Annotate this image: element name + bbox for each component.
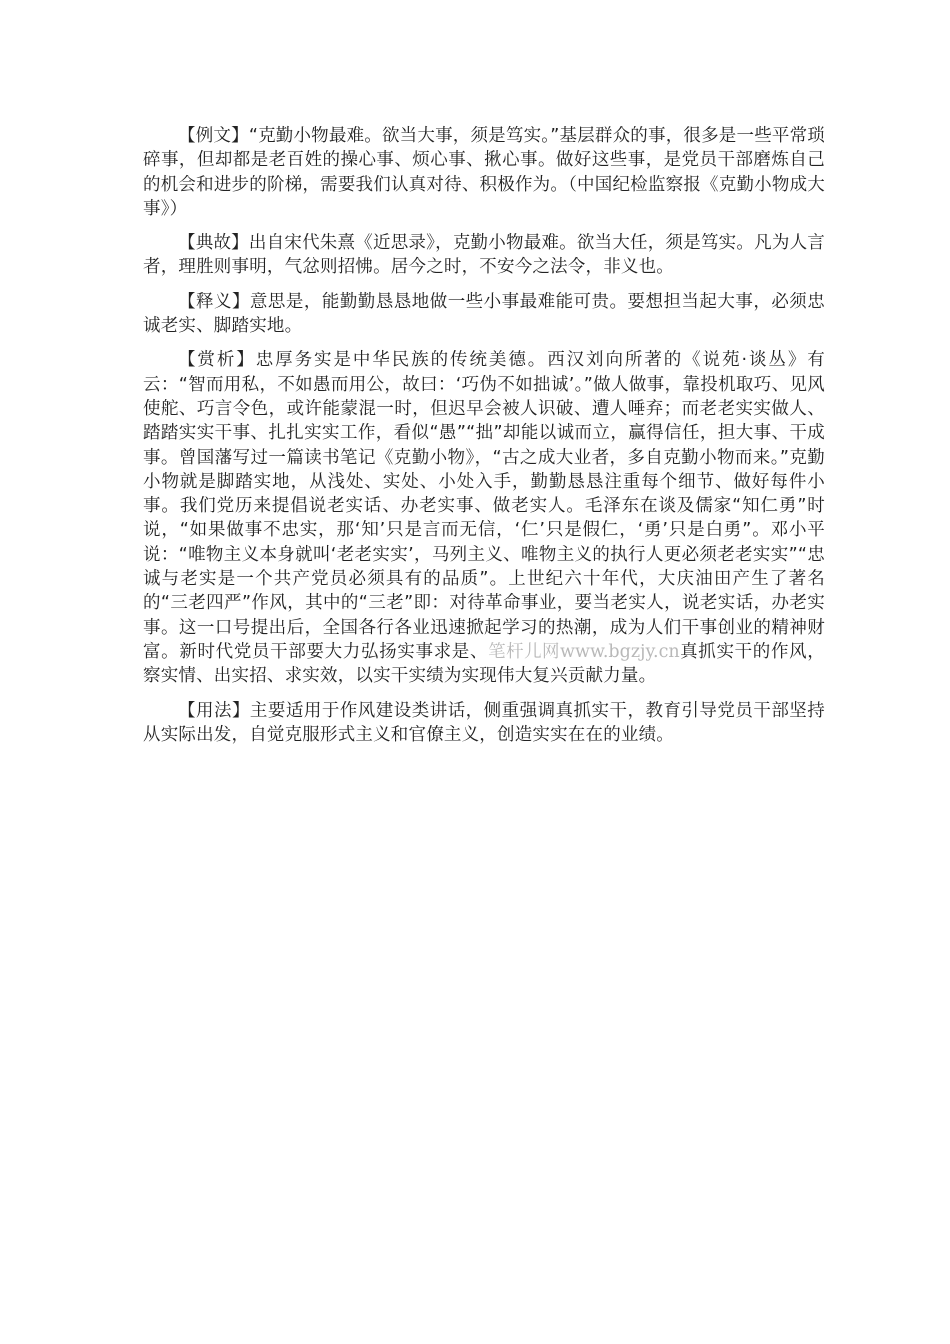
paragraph-text: 出自宋代朱熹《近思录》，克勤小物最难。欲当大任，须是笃实。凡为人言者，理胜则事明，气忿则招怫。居今之时，不安今之法令，非义也。 xyxy=(143,233,825,278)
paragraph-usage xyxy=(143,699,825,748)
paragraph-tag: 【用法】 xyxy=(178,700,250,721)
paragraph-text: “克勤小物最难。欲当大事，须是笃实。”基层群众的事，很多是一些平常琐碎事，但却都是老百姓的操心事、烦心事、揪心事。做好这些事，是党员干部磨炼自己的机会和进步的阶梯，需要我们认真对待、积极作为。（中国纪检监察报《克勤小物成大事》） xyxy=(143,126,825,219)
paragraph-text: 忠厚务实是中华民族的传统美德。西汉刘向所著的《说苑·谈丛》有云：“智而用私，不如愚而用公，故曰：‘巧伪不如拙诚’。”做人做事，靠投机取巧、见风使舵、巧言令色，或许能蒙混一时，但迟早会被人识破、遭人唾弃；而老老实实做人、踏踏实实干事、扎扎实实工作，看似“愚”“拙”却能以诚而立，赢得信任，担大事、干成事。曾国藩写过一篇读书笔记《克勤小物》，“古之成大业者，多自克勤小物而来。”克勤小物就是脚踏实地，从浅处、实处、小处入手，勤勤恳恳注重每个细节、做好每件小事。我们党历来提倡说老实话、办老实事、做老实人。毛泽东在谈及儒家“知仁勇”时说，“如果做事不忠实，那‘知’只是言而无信，‘仁’只是假仁，‘勇’只是白勇”。邓小平说：“唯物主义本身就叫‘老老实实’，马列主义、唯物主义的执行人更必须老老实实”“忠诚与老实是一个共产党员必须具有的品质”。上世纪六十年代，大庆油田产生了著名的“三老四严”作风，其中的“三老”即：对待革命事业，要当老实人，说老实话，办老实事。这一口号提出后，全国各行各业迅速掀起学习的热潮，成为人们干事创业的精神财富。新时代党员干部要大力弘扬实事求是、 xyxy=(143,350,825,662)
paragraph-tag: 【例文】 xyxy=(178,126,249,146)
document-page xyxy=(143,124,825,757)
paragraph-tag: 【典故】 xyxy=(178,233,249,254)
paragraph-tag: 【赏析】 xyxy=(178,350,256,371)
paragraph-example xyxy=(143,124,825,221)
paragraph-explanation xyxy=(143,290,825,339)
paragraph-allusion xyxy=(143,231,825,280)
paragraph-text: 意思是，能勤勤恳恳地做一些小事最难能可贵。要想担当起大事，必须忠诚老实、脚踏实地。 xyxy=(143,291,825,337)
paragraph-tag: 【释义】 xyxy=(178,291,250,312)
paragraph-appreciation xyxy=(143,348,825,688)
paragraph-text-continued: 真抓实干的作风，察实情、出实招、求实效，以实干实绩为实现伟大复兴贡献力量。 xyxy=(143,641,825,687)
paragraph-text: 主要适用于作风建设类讲话，侧重强调真抓实干，教育引导党员干部坚持从实际出发，自觉克服形式主义和官僚主义，创造实实在在的业绩。 xyxy=(143,700,825,745)
watermark-text: 笔杆儿网www.bgzjy.cn xyxy=(488,641,680,662)
